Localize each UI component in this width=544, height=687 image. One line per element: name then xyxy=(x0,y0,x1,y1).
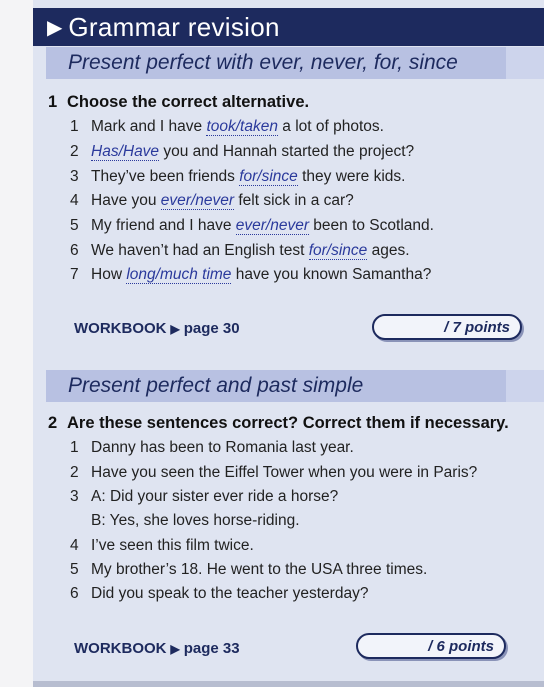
exercise-item: 6 We haven’t had an English test for/since ages. xyxy=(70,242,410,259)
question-number: 1 xyxy=(48,93,58,111)
title-bar xyxy=(33,8,544,46)
question-number: 2 xyxy=(48,414,58,432)
exercise-item: 1 Danny has been to Romania last year. xyxy=(70,439,354,456)
alternative-choice[interactable]: took/taken xyxy=(206,118,278,135)
page-margin xyxy=(0,0,33,687)
exercise-item: 2 Have you seen the Eiffel Tower when you were in Paris? xyxy=(70,464,478,481)
alternative-choice[interactable]: ever/never xyxy=(160,192,235,209)
workbook-reference-2: WORKBOOK ▶ page 33 xyxy=(74,640,240,657)
exercise-item: 5 My friend and I have ever/never been to Scotland. xyxy=(70,217,434,234)
alternative-choice[interactable]: ever/never xyxy=(235,217,309,234)
section-heading-text: Present perfect with ever, never, for, since xyxy=(68,51,458,74)
exercise-item: 4 I’ve seen this film twice. xyxy=(70,537,254,554)
exercise-item: 7 How long/much time have you known Samantha? xyxy=(70,266,432,283)
exercise-item: B: Yes, she loves horse-riding. xyxy=(91,512,300,529)
triangle-arrow-icon: ▶ xyxy=(170,322,180,336)
page-title: Grammar revision xyxy=(68,11,280,42)
points-box-1: / 7 points xyxy=(372,314,522,340)
exercise-item: 2 Has/Have you and Hannah started the project? xyxy=(70,143,415,160)
exercise-item: 4 Have you ever/never felt sick in a car? xyxy=(70,192,354,209)
alternative-choice[interactable]: long/much time xyxy=(126,266,232,283)
exercise-item: 1 Mark and I have took/taken a lot of photos. xyxy=(70,118,384,135)
question-2 xyxy=(48,414,509,433)
exercise-item: 5 My brother’s 18. He went to the USA three times. xyxy=(70,561,428,578)
alternative-choice[interactable]: Has/Have xyxy=(91,143,160,160)
question-text: Choose the correct alternative. xyxy=(67,93,310,111)
question-text: Are these sentences correct? Correct them if necessary. xyxy=(67,414,509,432)
points-box-2: / 6 points xyxy=(356,633,506,659)
triangle-arrow-icon: ▶ xyxy=(170,642,180,656)
section-heading-text: Present perfect and past simple xyxy=(68,374,364,397)
page-bottom-edge xyxy=(33,681,544,687)
alternative-choice[interactable]: for/since xyxy=(308,242,368,259)
workbook-reference-1: WORKBOOK ▶ page 30 xyxy=(74,320,240,337)
alternative-choice[interactable]: for/since xyxy=(239,168,298,185)
exercise-item: 3 They’ve been friends for/since they were kids. xyxy=(70,168,406,185)
triangle-arrow-icon: ▶ xyxy=(47,16,63,39)
section-heading-2 xyxy=(46,370,506,402)
exercise-item: 3 A: Did your sister ever ride a horse? xyxy=(70,488,339,505)
question-1 xyxy=(48,93,309,112)
section-heading-1 xyxy=(46,47,506,79)
exercise-item: 6 Did you speak to the teacher yesterday? xyxy=(70,585,369,602)
